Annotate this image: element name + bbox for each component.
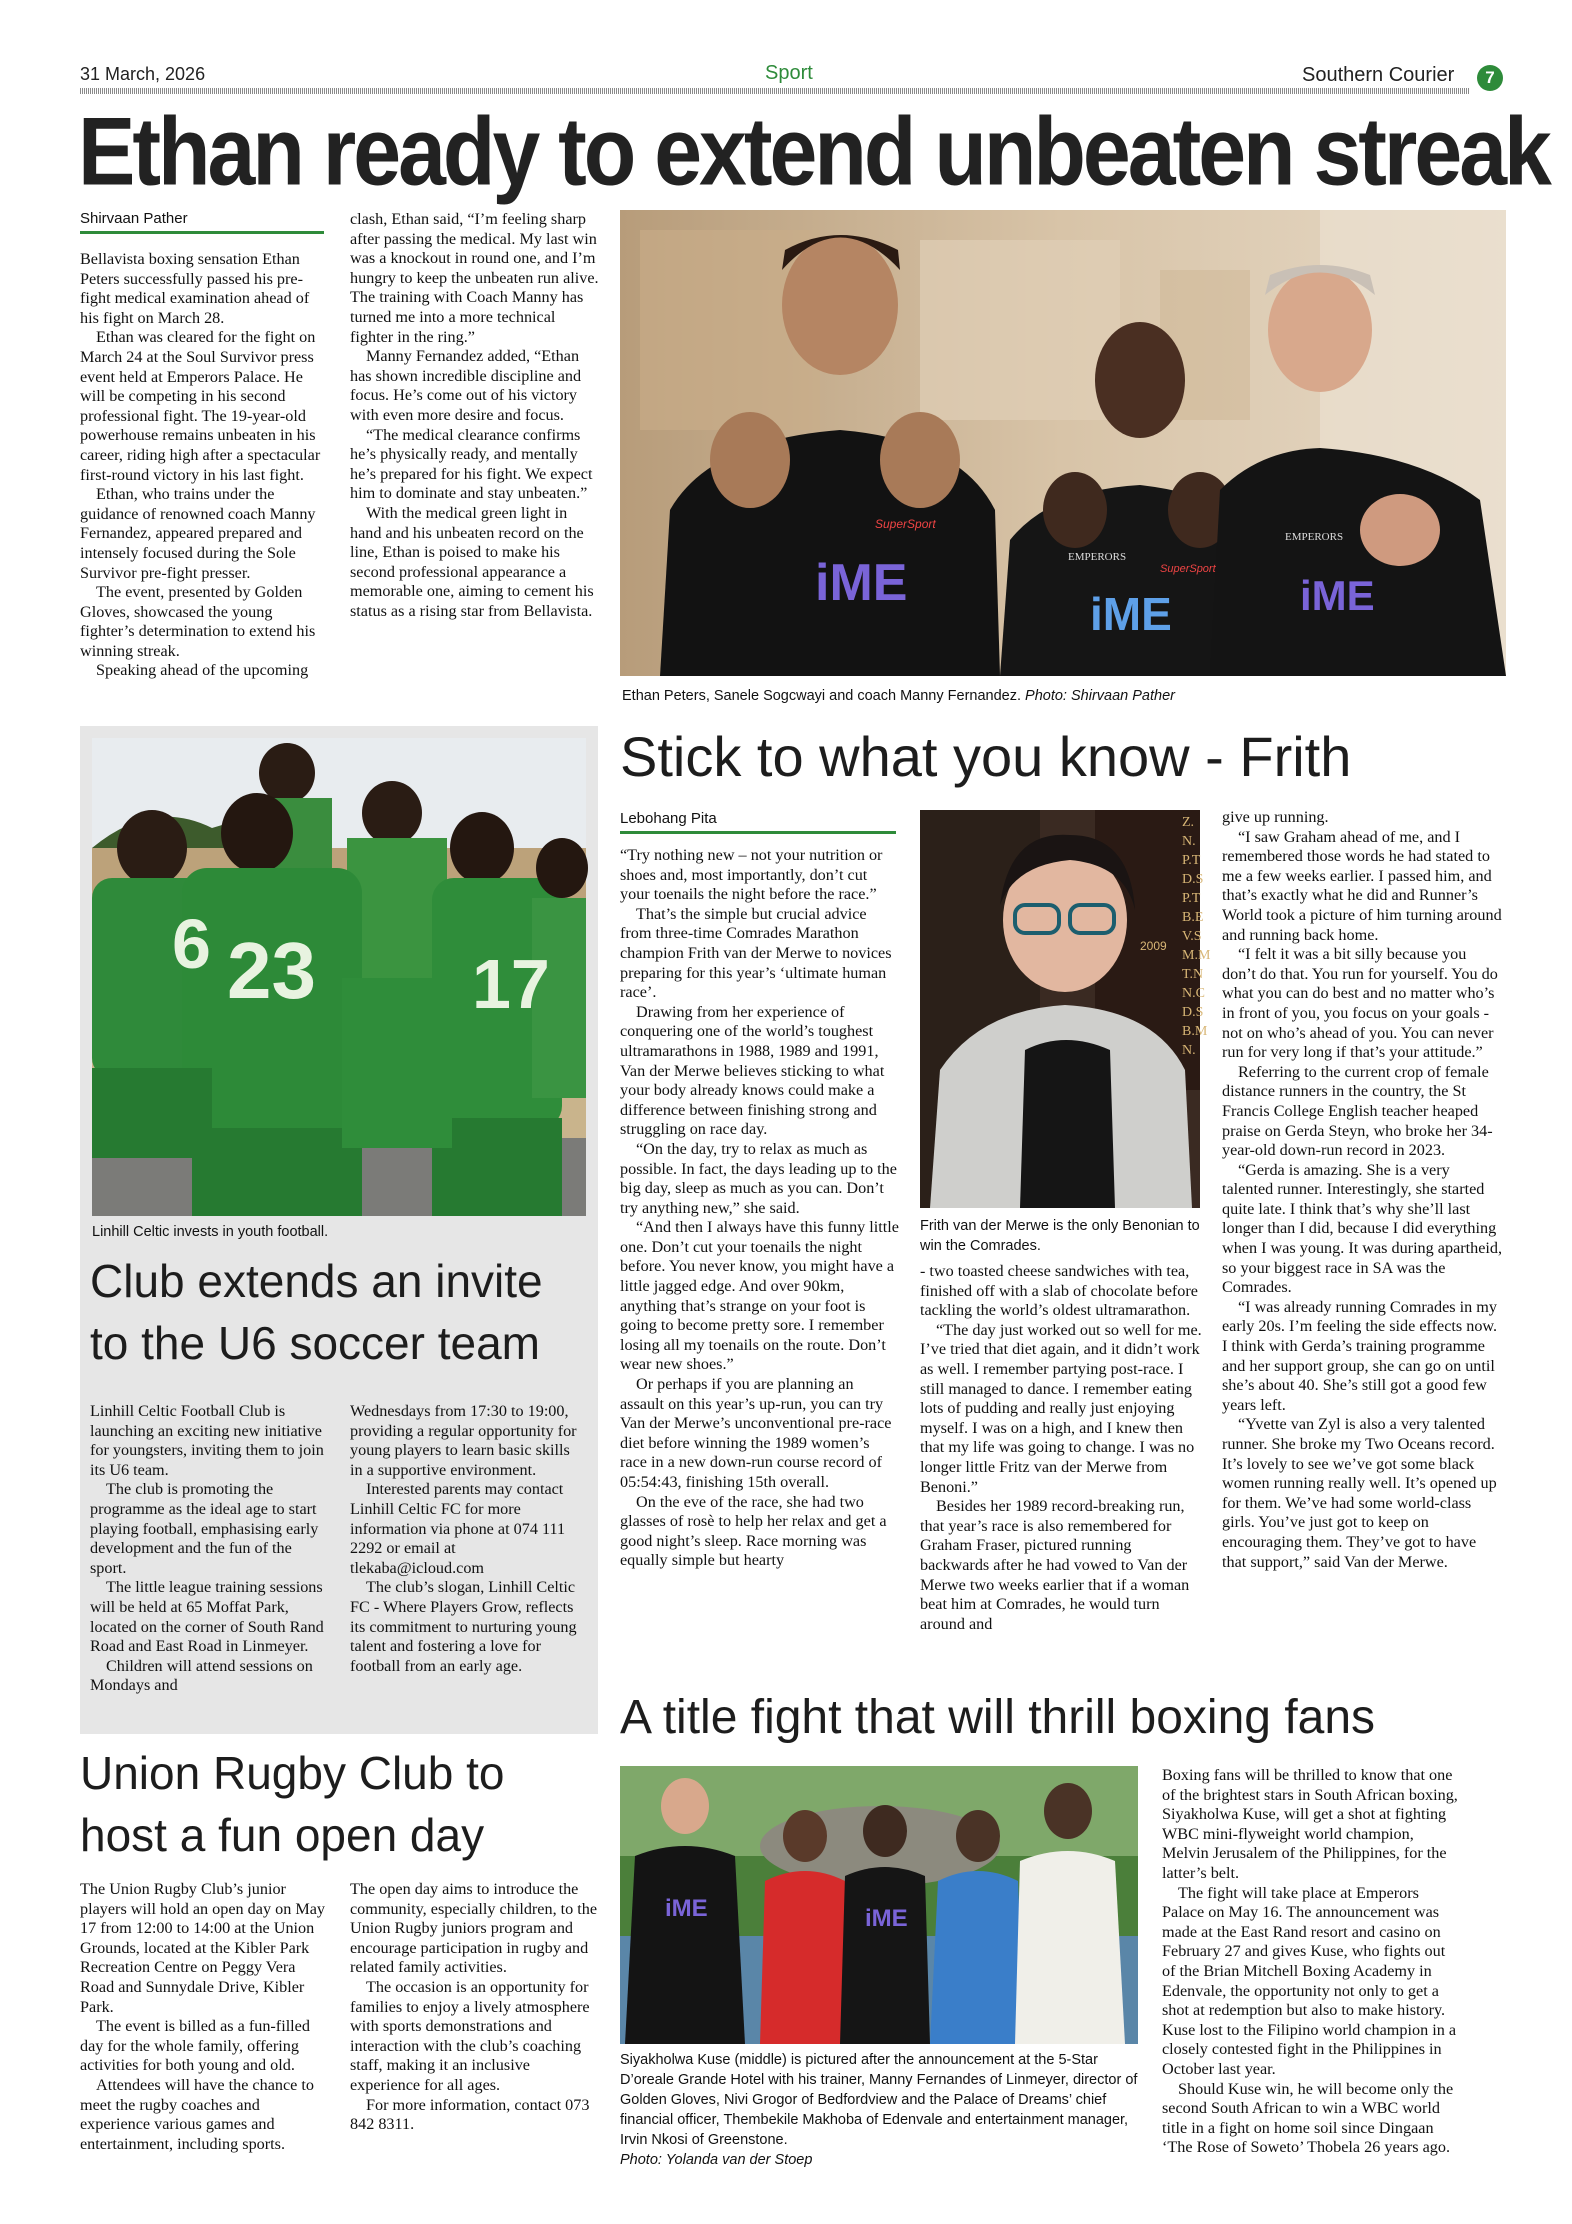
paragraph: “The day just worked out so well for me. I’ve tried that diet again, and it didn’t work as well. I remember partying post-race. I still managed to dance. I remember eating lots of pudding and really just enjoying myself. I was on a high, and I knew then that my life was going to change. I was no longer little Fritz van der Merwe from Benoni.” xyxy=(920,1320,1202,1496)
story3-column-2 xyxy=(920,1262,1202,1634)
shirt-logo: iME xyxy=(815,554,908,612)
story2-column-2 xyxy=(350,1402,586,1676)
honours-board-entry: D.S xyxy=(1182,872,1204,887)
paragraph: Manny Fernandez added, “Ethan has shown incredible discipline and focus. He’s come out of his victory with even more desire and focus. xyxy=(350,347,582,424)
paragraph: Bellavista boxing sensation Ethan Peters successfully passed his pre-fight medical examination ahead of his fight on March 28. xyxy=(80,250,310,327)
story2-headline xyxy=(90,1250,590,1374)
paragraph: On the eve of the race, she had two glasses of rosè to help her relax and get a good night’s sleep. Race morning was equally simple but hearty xyxy=(620,1492,887,1570)
shirt-sponsor: SuperSport xyxy=(1160,563,1216,575)
honours-board-entry: Z. xyxy=(1182,815,1195,830)
story5-headline: A title fight that will thrill boxing fans xyxy=(620,1691,1376,1744)
paragraph: The occasion is an opportunity for families to enjoy a lively atmosphere with sports demonstrations and interaction with the club’s coaching staff, making it an inclusive experience for all ages. xyxy=(350,1977,590,2094)
shirt-venue: EMPERORS xyxy=(1068,551,1127,563)
paragraph: Children will attend sessions on Mondays and xyxy=(90,1656,313,1695)
soccer-team-photo xyxy=(92,738,586,1216)
paragraph: “Try nothing new – not your nutrition or shoes and, most importantly, don’t cut your toenails the night before the race.” xyxy=(620,846,883,904)
paragraph: Or perhaps if you are planning an assault on this year’s up-run, you can try Van der Merwe’s unconventional pre-race diet before winning the 1989 women’s race in a new down-run course record of 05:54:43, finishing 15th overall. xyxy=(620,1375,892,1491)
paragraph: The event, presented by Golden Gloves, showcased the young fighter’s determination to extend his winning streak. xyxy=(80,583,316,660)
boxers-photo xyxy=(620,210,1506,676)
publication-name: Southern Courier xyxy=(1302,64,1455,86)
honours-board-entry: P.T xyxy=(1182,891,1201,906)
paragraph: Wednesdays from 17:30 to 19:00, providing a regular opportunity for young players to learn basic skills in a supportive environment. xyxy=(350,1402,577,1479)
story4-headline xyxy=(80,1742,600,1866)
shirt-sponsor: SuperSport xyxy=(875,517,936,531)
paragraph: The little league training sessions will be held at 65 Moffat Park, located on the corner of South Rand Road and East Road in Linmeyer. xyxy=(90,1578,324,1656)
paragraph: “I saw Graham ahead of me, and I remembered those words he had stated to me a few weeks earlier. I passed him, and that’s exactly what he did and Runner’s World took a picture of him turning around and running back home. xyxy=(1222,827,1502,944)
paragraph: For more information, contact 073 842 8311. xyxy=(350,2095,590,2134)
honours-board-entry: M.M xyxy=(1182,948,1211,963)
honours-board-entry: B.M xyxy=(1182,1024,1208,1039)
honours-board-entry: V.S xyxy=(1182,929,1202,944)
caption-credit: Photo: Shirvaan Pather xyxy=(1025,688,1175,704)
paragraph: The club’s slogan, Linhill Celtic FC - Where Players Grow, reflects its commitment to nurturing young talent and fostering a love for football from an early age. xyxy=(350,1578,577,1675)
caption-credit: Photo: Yolanda van der Stoep xyxy=(620,2152,813,2168)
story3-column-3 xyxy=(1222,808,1504,1572)
jersey-number: 23 xyxy=(227,926,316,1015)
paragraph: The open day aims to introduce the community, especially children, to the Union Rugby juniors program and encourage participation in rugby and related family activities. xyxy=(350,1880,598,1977)
honours-board-entry: N. xyxy=(1182,1043,1196,1058)
paragraph: With the medical green light in hand and his unbeaten record on the line, Ethan is poised to make his second professional appearance a memorable one, aiming to cement his status as a rising star from Bellavista. xyxy=(350,503,594,620)
shirt-logo: iME xyxy=(1300,572,1375,619)
story1-byline: Shirvaan Pather xyxy=(80,210,324,234)
honours-board-entry: P.T xyxy=(1182,853,1201,868)
headline-line: Club extends an invite xyxy=(90,1255,543,1307)
paragraph: Ethan was cleared for the fight on March 24 at the Soul Survivor press event held at Emperors Palace. He will be competing in his second professional fight. The 19-year-old powerhouse remains unbeaten in his career, riding high after a spectacular first-round victory in his last fight. xyxy=(80,328,321,484)
paragraph: Should Kuse win, he will become only the second South African to win a WBC world title in a fight on home soil since Dingaan ‘The Rose of Soweto’ Thobela 26 years ago. xyxy=(1162,2079,1454,2157)
story3-byline: Lebohang Pita xyxy=(620,810,896,834)
story3-headline: Stick to what you know - Frith xyxy=(620,725,1352,788)
paragraph: Linhill Celtic Football Club is launching an exciting new initiative for youngsters, inviting them to join its U6 team. xyxy=(90,1402,324,1479)
honours-board-entry: N.C xyxy=(1182,986,1205,1001)
frith-photo xyxy=(920,810,1211,1208)
story5-body xyxy=(1162,1766,1458,2158)
boxers-photo-caption xyxy=(622,686,1502,706)
paragraph: Interested parents may contact Linhill Celtic FC for more information via phone at 074 111 2292 or email at tlekaba@icloud.com xyxy=(350,1480,566,1577)
story1-column-2 xyxy=(350,210,600,621)
jersey-number: 6 xyxy=(172,905,211,983)
caption-text: Siyakholwa Kuse (middle) is pictured after the announcement at the 5-Star D’oreale Grande Hotel with his trainer, Manny Fernandes of Linmeyer, director of Golden Gloves, Nivi Grogor of Bedfordview and the Palace of Dreams’ chief financial officer, Thembekile Makhoba of Edenvale and entertainment manager, Irvin Nkosi of Greenstone. xyxy=(620,2052,1138,2148)
paragraph: “I felt it was a bit silly because you don’t do that. You run for yourself. You do what you can do best and no matter who’s in front of you, you focus on your goals - not on who’s ahead of you. You can never run for very long if that’s your attitude.” xyxy=(1222,945,1498,1062)
story3-column-1 xyxy=(620,846,900,1571)
honours-board-entry: N. xyxy=(1182,834,1196,849)
paragraph: “I was already running Comrades in my early 20s. I’m feeling the side effects now. I think with Gerda’s training programme and her support group, she can go on until she’s about 40. She’s still got a good few years left. xyxy=(1222,1297,1498,1414)
shirt-logo: iME xyxy=(1090,588,1172,640)
header-rule xyxy=(80,88,1470,94)
paragraph: Attendees will have the chance to meet the rugby coaches and experience various games and entertainment, including sports. xyxy=(80,2075,314,2153)
soccer-photo-caption: Linhill Celtic invests in youth football. xyxy=(92,1224,329,1240)
paragraph: give up running. xyxy=(1222,808,1329,826)
honours-board-year: 2009 xyxy=(1140,939,1167,953)
paragraph: clash, Ethan said, “I’m feeling sharp after passing the medical. My last win was a knockout in round one, and I’m hungry to keep the unbeaten run alive. The training with Coach Manny has turned me into a more technical fighter in the ring.” xyxy=(350,210,599,346)
paragraph: The Union Rugby Club’s junior players will hold an open day on May 17 from 12:00 to 14:00 at the Union Grounds, located at the Kibler Park Recreation Centre on Peggy Vera Road and Sunnydale Drive, Kibler Park. xyxy=(80,1880,326,2016)
headline-line: host a fun open day xyxy=(80,1809,485,1861)
paragraph: “And then I always have this funny little one. Don’t cut your toenails the night before. You never know, you might have a little jagged edge. And over 90km, anything that’s strange on your foot is going to become pretty sore. I remember losing all my toenails on the route. Don’t wear new shoes.” xyxy=(620,1218,899,1374)
page-number: 7 xyxy=(1485,68,1495,87)
paragraph: “Gerda is amazing. She is a very talented runner. Interestingly, she started quite late. I think that’s why she’ll last longer than I did, because I did everything when I was young. It was during apartheid, so your biggest race in SA was the Comrades. xyxy=(1222,1160,1503,1297)
caption-text: Ethan Peters, Sanele Sogcwayi and coach Manny Fernandez. xyxy=(622,688,1021,704)
paragraph: “On the day, try to relax as much as possible. In fact, the days leading up to the big day, sleep as much as you can. Don’t try anything new,” she said. xyxy=(620,1139,897,1217)
story2-column-1 xyxy=(90,1402,326,1696)
shirt-venue: EMPERORS xyxy=(1285,531,1344,543)
story4-column-1 xyxy=(80,1880,326,2154)
jersey-number: 17 xyxy=(472,945,550,1023)
title-fight-caption xyxy=(620,2050,1140,2170)
frith-photo-caption: Frith van der Merwe is the only Benonian to win the Comrades. xyxy=(920,1218,1200,1254)
shirt-logo: iME xyxy=(865,1905,908,1932)
paragraph: “Yvette van Zyl is also a very talented runner. She broke my Two Oceans record. It’s lovely to see we’ve got some black women running really well. It’s opened up for them. We’ve had some world-class girls. You’ve just got to keep on encouraging them. They’ve got to have that support,” said Van der Merwe. xyxy=(1222,1415,1497,1571)
title-fight-photo xyxy=(620,1766,1138,2044)
paragraph: Drawing from her experience of conquering one of the world’s toughest ultramarathons in 1988, 1989 and 1991, Van der Merwe believes sticking to what your body already knows could make a difference between finishing strong and struggling on race day. xyxy=(620,1002,885,1139)
story4-column-2 xyxy=(350,1880,600,2135)
headline-line: to the U6 soccer team xyxy=(90,1317,540,1369)
page-number-badge xyxy=(1477,65,1503,91)
section-label: Sport xyxy=(765,62,813,84)
shirt-logo: iME xyxy=(665,1895,708,1922)
paragraph: Besides her 1989 record-breaking run, that year’s race is also remembered for Graham Fraser, pictured running backwards after he had vowed to Van der Merwe two weeks earlier that if a woman beat him at Comrades, he would turn around and xyxy=(920,1497,1190,1633)
paragraph: The club is promoting the programme as the ideal age to start playing football, emphasising early development and the fun of the sport. xyxy=(90,1480,319,1577)
paragraph: That’s the simple but crucial advice from three-time Comrades Marathon champion Frith van der Merwe to novices preparing for this year’s ‘ultimate human race’. xyxy=(620,904,892,1002)
honours-board-entry: T.N xyxy=(1182,967,1204,982)
paragraph: Speaking ahead of the upcoming xyxy=(96,661,309,680)
story1-headline: Ethan ready to extend unbeaten streak xyxy=(78,98,1549,206)
paragraph: “The medical clearance confirms he’s physically ready, and mentally he’s prepared for his fight. We expect him to dominate and stay unbeaten.” xyxy=(350,425,593,503)
paragraph: Ethan, who trains under the guidance of renowned coach Manny Fernandez, appeared prepared and intensely focused during the Sole Survivor pre-fight presser. xyxy=(80,485,316,582)
honours-board-entry: B.E xyxy=(1182,910,1204,925)
headline-line: Union Rugby Club to xyxy=(80,1747,505,1799)
honours-board-entry: D.S xyxy=(1182,1005,1204,1020)
story1-column-1 xyxy=(80,250,328,681)
paragraph: Boxing fans will be thrilled to know that one of the brightest stars in South African boxing, Siyakholwa Kuse, will get a shot at fighting WBC mini-flyweight world champion, Melvin Jerusalem of the Philippines, for the latter’s belt. xyxy=(1162,1766,1458,1882)
paragraph: The fight will take place at Emperors Palace on May 16. The announcement was made at the East Rand resort and casino on February 27 and gives Kuse, who fights out of the Brian Mitchell Boxing Academy in Edenvale, the opportunity not only to get a shot at redemption but also to make history. Kuse lost to the Filipino world champion in a closely contested fight in the Philippines in October last year. xyxy=(1162,1883,1457,2078)
page-date: 31 March, 2026 xyxy=(80,64,206,84)
paragraph: The event is billed as a fun-filled day for the whole family, offering activities for both young and old. xyxy=(80,2017,310,2075)
paragraph: - two toasted cheese sandwiches with tea, finished off with a slab of chocolate before tackling the world’s oldest ultramarathon. xyxy=(920,1262,1198,1320)
paragraph: Referring to the current crop of female distance runners in the country, the St Francis College English teacher heaped praise on Gerda Steyn, who broke her 34-year-old down-run record in 2023. xyxy=(1222,1062,1493,1160)
